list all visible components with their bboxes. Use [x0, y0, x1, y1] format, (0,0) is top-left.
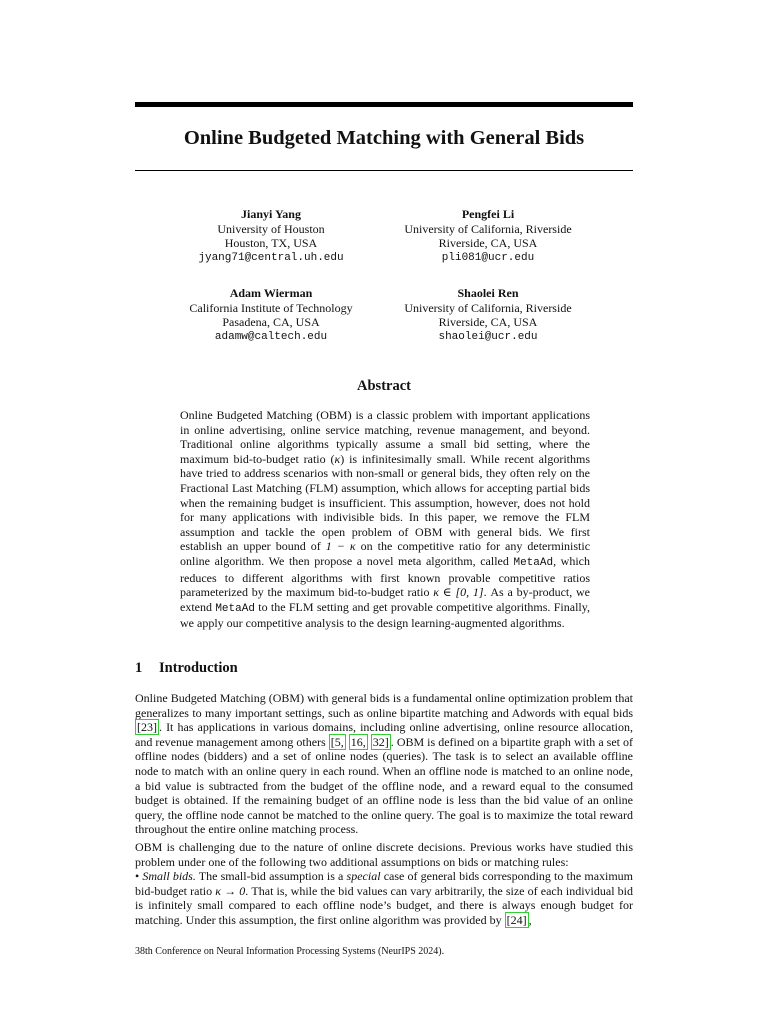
author-block-2: [368, 207, 608, 265]
abstract-body: [180, 408, 590, 631]
kappa-range-expression: κ ∈ [0, 1]: [433, 585, 484, 600]
author-affiliation: California Institute of Technology: [189, 300, 353, 315]
author-email[interactable]: pli081@ucr.edu: [441, 251, 535, 264]
conference-footnote: 38th Conference on Neural Information Processing Systems (NeurIPS 2024).: [135, 946, 445, 957]
paragraph-text: . It has applications in various domains, including online advertising, online resource allocation, and revenue management among others: [135, 720, 633, 749]
author-email[interactable]: jyang71@central.uh.edu: [198, 251, 344, 264]
author-location: Houston, TX, USA: [224, 236, 318, 251]
paragraph-text: . That is, while the bid values can vary arbitrarily, the size of each individual bid is infinitely small compared to each offline node’s budget, and there is always enough budget for matching. Under this assumption, the first online algorithm was provided by: [135, 883, 634, 927]
citation-link[interactable]: [24]: [506, 912, 527, 927]
paragraph-text: OBM is challenging due to the nature of online discrete decisions. Previous works have studied this problem under one of the following two additional assumptions on bids or matching rules:: [135, 840, 633, 869]
section-title: Introduction: [159, 660, 238, 676]
author-affiliation: University of Houston: [217, 221, 325, 236]
author-location: Pasadena, CA, USA: [222, 315, 320, 330]
limit-expression: κ → 0: [215, 883, 246, 898]
abstract-text: . As a by-product, we extend: [180, 585, 590, 614]
abstract-text: ) is infinitesimally small. While recent algorithms have tried to address scenarios with non-small or general bids, they often rely on the Fractional Last Matching (FLM) assumption, which allows for accepting partial bids when the remaining budget is insufficient. This assumption, however, does not hold for many applications with indivisible bids. In this paper, we remove the FLM assumption and tackle the open problem of OBM with general bids. We first establish an upper bound of: [180, 451, 590, 554]
author-block-1: [151, 207, 391, 265]
author-location: Riverside, CA, USA: [438, 315, 538, 330]
abstract-text: Online Budgeted Matching (OBM) is a classic problem with important applications in online advertising, online service matching, revenue management, and beyond. Traditional online algorithms typically assume a small bid setting, where the maximum bid-to-budget ratio (: [180, 408, 590, 466]
author-affiliation: University of California, Riverside: [404, 221, 572, 236]
paragraph-text: The small-bid assumption is a: [195, 869, 347, 884]
author-name: Adam Wierman: [229, 286, 313, 300]
citation-link[interactable]: 16,: [350, 734, 366, 749]
citation-link[interactable]: 32]: [372, 734, 389, 749]
paragraph-text: Online Budgeted Matching (OBM) with general bids is a fundamental online optimization problem that generalizes to many important settings, such as online bipartite matching and Adwords with equal bids: [135, 691, 633, 720]
paper-title: Online Budgeted Matching with General Bids: [183, 127, 585, 149]
citation-link[interactable]: [23]: [137, 720, 157, 735]
paragraph-text: ,: [528, 912, 532, 927]
author-name: Jianyi Yang: [241, 207, 301, 221]
author-email[interactable]: adamw@caltech.edu: [214, 330, 328, 343]
abstract-text: , which reduces to different algorithms with first known provable competitive ratios parameterized by the maximum bid-to-budget ratio: [180, 553, 591, 600]
abstract-heading: Abstract: [357, 378, 411, 394]
author-name: Shaolei Ren: [457, 286, 519, 300]
paragraph-text: case of general bids corresponding to the maximum bid-budget ratio: [135, 869, 634, 898]
author-name: Pengfei Li: [461, 207, 515, 221]
section-heading: [135, 660, 238, 677]
title-bottom-rule: [135, 170, 633, 171]
citation-link[interactable]: [5,: [330, 734, 344, 749]
intro-paragraph-2: [135, 840, 633, 928]
intro-paragraph-1: [135, 691, 633, 837]
abstract-text: on the competitive ratio for any deterministic online algorithm. We then propose a novel meta algorithm, called: [180, 539, 591, 568]
upper-bound-expression: 1 − κ: [325, 539, 356, 554]
emphasis-text: special: [346, 869, 381, 884]
bullet-marker: •: [135, 869, 140, 884]
section-number: 1: [135, 660, 143, 676]
paragraph-text: . OBM is defined on a bipartite graph with a set of offline nodes (bidders) and a set of online nodes (queries). The task is to select an available offline node to match with an online query in each round. When an offline node is matched to an online node, a bid value is subtracted from the budget of the offline node, and a reward equal to the consumed budget is obtained. If the remaining budget of an offline node is less than the bid value of an online query, the offline node cannot be matched to the online query. The goal is to maximize the total reward throughout the entire online matching process.: [135, 734, 634, 837]
abstract-text: to the FLM setting and get provable competitive algorithms. Finally, we apply our competitive analysis to the design learning-augmented algorithms.: [180, 599, 590, 631]
metaad-name: MetaAd: [215, 602, 255, 615]
author-email[interactable]: shaolei@ucr.edu: [438, 330, 538, 343]
title-top-rule: [135, 102, 633, 107]
author-block-4: [368, 286, 608, 344]
author-affiliation: University of California, Riverside: [404, 300, 572, 315]
author-location: Riverside, CA, USA: [438, 236, 538, 251]
metaad-name: MetaAd: [513, 556, 554, 569]
author-block-3: [151, 286, 391, 344]
kappa-symbol: κ: [334, 451, 341, 466]
bullet-label: Small bids.: [142, 869, 196, 884]
